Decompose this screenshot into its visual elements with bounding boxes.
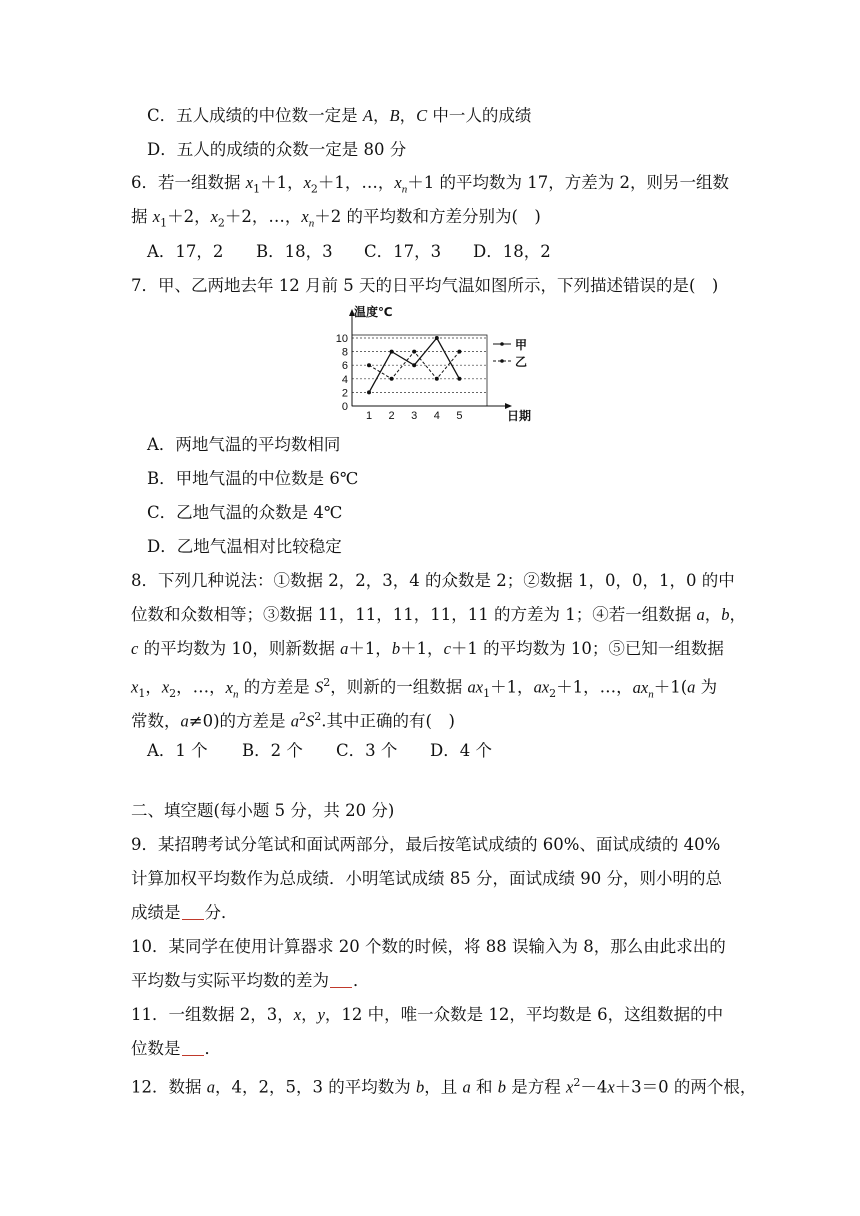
data-point — [390, 350, 394, 354]
data-point — [435, 336, 439, 340]
q8-option-c: C．3 个 — [336, 741, 398, 760]
y-tick-label: 8 — [341, 346, 348, 359]
data-point — [390, 377, 394, 381]
q8-line4: $x_1$，$x_2$，…，$x_n$ 的方差是 $S^2$，则新的一组数据 $ax_1+1$，$ax_2+1$，…，$ax_n+1(a$ 为 — [131, 676, 718, 700]
y-tick-label: 0 — [341, 401, 348, 413]
legend-marker — [500, 359, 504, 363]
q6-option-b: B．18，3 — [256, 242, 333, 261]
x-tick-label: 4 — [433, 410, 440, 422]
q8-option-b: B．2 个 — [242, 741, 303, 760]
q11-line1: 11．一组数据 2，3，x，y，12 中，唯一众数是 12，平均数是 6，这组数据的中 — [131, 1005, 724, 1024]
y-tick-label: 6 — [341, 360, 348, 373]
q10-line1: 10．某同学在使用计算器求 20 个数的时候，将 88 误输入为 8，那么由此求出的 — [131, 937, 726, 956]
x-tick-label: 3 — [411, 410, 418, 422]
legend-label: 甲 — [515, 338, 528, 352]
q9-line3: 成绩是 分． — [131, 903, 238, 922]
q12-line1: 12．数据 a，4，2，5，3 的平均数为 b，且 a 和 b 是方程 $x^2-4x+3=0$ 的两个根， — [131, 1076, 757, 1097]
answer-blank[interactable] — [182, 904, 204, 920]
data-point — [457, 377, 461, 381]
data-point — [367, 390, 371, 394]
y-axis-title: 温度℃ — [354, 305, 393, 319]
data-point — [457, 350, 461, 354]
q10-line2: 平均数与实际平均数的差为 ． — [131, 971, 370, 990]
x-axis-title: 日期 — [506, 409, 532, 423]
x-tick-label: 2 — [388, 410, 395, 422]
q7-option-b: B．甲地气温的中位数是 6℃ — [147, 469, 359, 488]
y-tick-label: 10 — [335, 333, 348, 345]
x-tick-label: 5 — [456, 410, 463, 422]
q8-option-d: D．4 个 — [430, 741, 492, 760]
q6-stem-line1: 6．若一组数据 $x_1+1$，$x_2+1$，…，$x_n+1$ 的平均数为 17，方差为 2，则另一组数 — [131, 173, 729, 196]
q6-option-d: D．18，2 — [473, 242, 551, 261]
y-tick-label: 2 — [341, 387, 348, 400]
q6-stem-line2: 据 $x_1+2$，$x_2+2$，…，$x_n+2$ 的平均数和方差分别为( ) — [131, 207, 541, 230]
q11-line2: 位数是 ． — [131, 1039, 221, 1058]
y-tick-label: 4 — [341, 373, 348, 386]
q8-line3: c 的平均数为 10，则新数据 a＋1，b＋1，c＋1 的平均数为 10；⑤已知一组数据 — [131, 639, 724, 658]
q8-line2: 位数和众数相等；③数据 11，11，11，11，11 的方差为 1；④若一组数据 a，b， — [131, 605, 746, 624]
q9-line2: 计算加权平均数作为总成绩．小明笔试成绩 85 分，面试成绩 90 分，则小明的总 — [131, 869, 722, 888]
data-point — [367, 363, 371, 367]
x-tick-label: 1 — [365, 410, 373, 422]
q5-option-d: D．五人的成绩的众数一定是 80 分 — [147, 140, 407, 159]
legend-label: 乙 — [515, 355, 528, 369]
q6-option-c: C．17，3 — [364, 242, 442, 261]
q8-option-a: A．1 个 — [147, 741, 208, 760]
q5-option-c: C．五人成绩的中位数一定是 A，B，C 中一人的成绩 — [147, 106, 532, 125]
q8-line1: 8．下列几种说法：①数据 2，2，3，4 的众数是 2；②数据 1，0，0，1，0 的中 — [131, 571, 735, 590]
q7-stem: 7．甲、乙两地去年 12 月前 5 天的日平均气温如图所示，下列描述错误的是( ) — [131, 276, 719, 295]
temperature-line-chart — [318, 300, 543, 425]
data-point — [435, 377, 439, 381]
q7-option-d: D．乙地气温相对比较稳定 — [147, 537, 342, 556]
data-point — [412, 350, 416, 354]
q8-line5: 常数，a≠0)的方差是 $a^2S^2$.其中正确的有( ) — [131, 710, 455, 731]
q7-option-a: A．两地气温的平均数相同 — [147, 435, 341, 454]
section-title-fill-in: 二、填空题(每小题 5 分，共 20 分) — [131, 801, 395, 820]
answer-blank[interactable] — [182, 1040, 204, 1056]
answer-blank[interactable] — [330, 972, 352, 988]
data-point — [412, 363, 416, 367]
q7-option-c: C．乙地气温的众数是 4℃ — [147, 503, 343, 522]
q9-line1: 9．某招聘考试分笔试和面试两部分，最后按笔试成绩的 60%、面试成绩的 40% — [131, 835, 721, 854]
q6-option-a: A．17，2 — [147, 242, 224, 261]
plot-frame — [352, 335, 487, 406]
legend-marker — [500, 342, 504, 346]
